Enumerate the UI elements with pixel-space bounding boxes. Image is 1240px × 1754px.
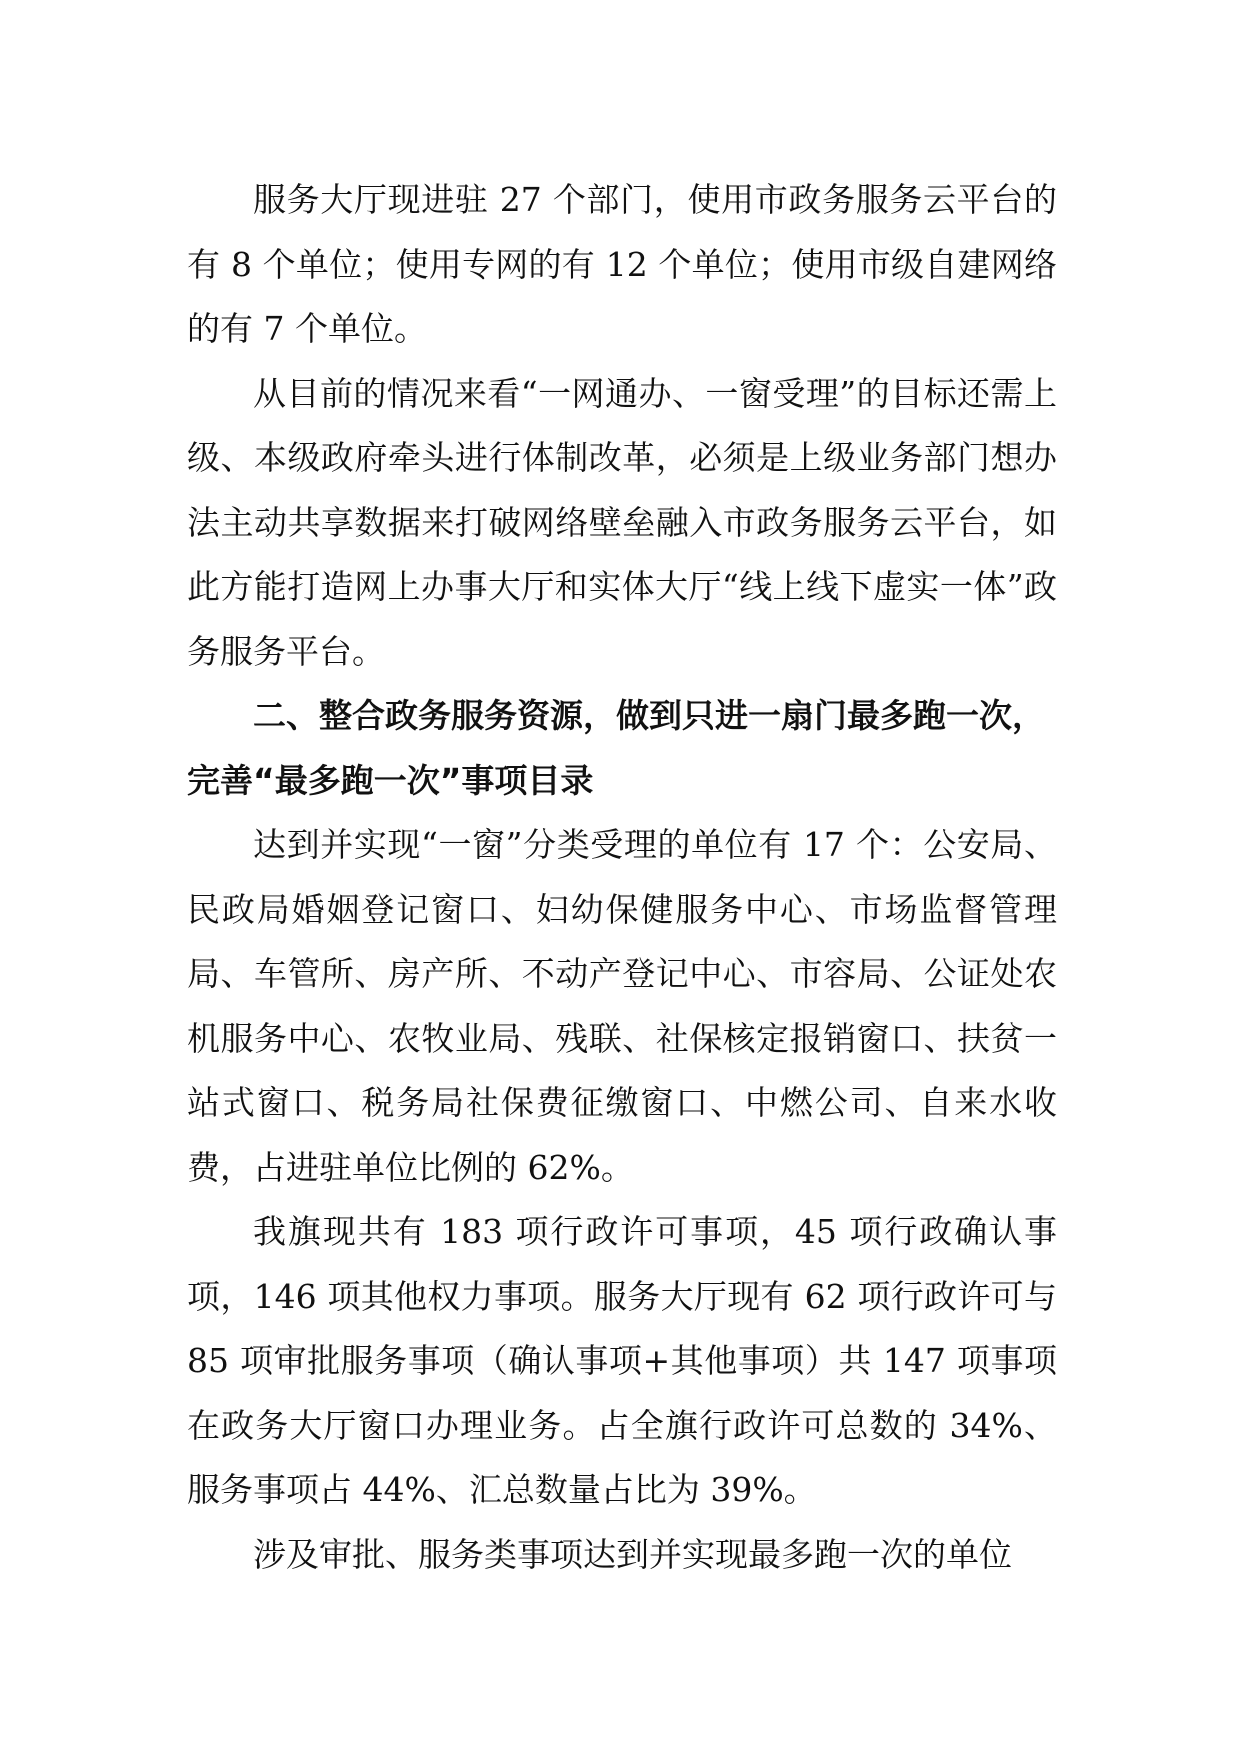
paragraph-run-once: 涉及审批、服务类事项达到并实现最多跑一次的单位 [253, 1534, 1012, 1574]
paragraph-matters-count: 我旗现共有 183 项行政许可事项，45 项行政确认事项，146 项其他权力事项。服务大厅现有 62 项行政许可与 85 项审批服务事项（确认事项+其他事项）共 147 项事项在政务大厅窗口办理业务。占全旗行政许可总数的 34%、服务事项占 44%、汇总数量占比为 39%。 [187, 1212, 1057, 1509]
paragraph-departments: 服务大厅现进驻 27 个部门，使用市政务服务云平台的有 8 个单位；使用专网的有 12 个单位；使用市级自建网络的有 7 个单位。 [187, 180, 1057, 348]
section-heading: 二、整合政务服务资源，做到只进一扇门最多跑一次，完善“最多跑一次”事项目录 [187, 696, 1045, 800]
paragraph-current-situation: 从目前的情况来看“一网通办、一窗受理”的目标还需上级、本级政府牵头进行体制改革，必须是上级业务部门想办法主动共享数据来打破网络壁垒融入市政务服务云平台，如此方能打造网上办事大厅和实体大厅“线上线下虚实一体”政务服务平台。 [187, 373, 1057, 671]
paragraph-one-window: 达到并实现“一窗”分类受理的单位有 17 个：公安局、民政局婚姻登记窗口、妇幼保健服务中心、市场监督管理局、车管所、房产所、不动产登记中心、市容局、公证处农机服务中心、农牧业局、残联、社保核定报销窗口、扶贫一站式窗口、税务局社保费征缴窗口、中燃公司、自来水收费，占进驻单位比例的 62%。 [187, 825, 1057, 1187]
document-page [187, 168, 1057, 1587]
